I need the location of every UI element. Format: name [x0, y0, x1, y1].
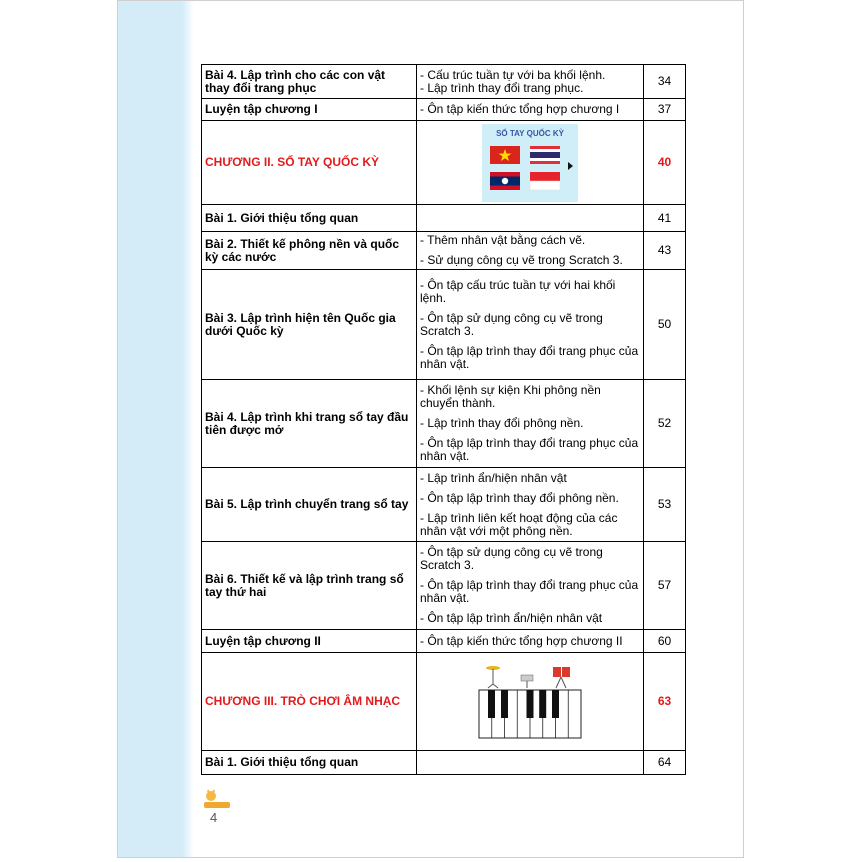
lesson-title: Bài 6. Thiết kế và lập trình trang sổ tay thứ hai	[202, 542, 417, 630]
lesson-content	[417, 380, 644, 468]
laos-flag-icon	[490, 172, 520, 190]
content-item: - Ôn tập lập trình thay đổi trang phục của nhân vật.	[420, 436, 639, 463]
side-strip-fade	[182, 1, 194, 857]
book-page	[117, 0, 744, 858]
lesson-content	[417, 270, 644, 380]
content-item: - Ôn tập cấu trúc tuần tự với hai khối lệnh.	[420, 277, 616, 305]
content-item: - Cấu trúc tuần tự với ba khối lệnh.	[420, 67, 606, 82]
chapter-image-cell	[417, 121, 644, 205]
content-item: - Lập trình ẩn/hiện nhân vật	[420, 470, 567, 485]
content-item: - Ôn tập kiến thức tổng hợp chương I	[417, 99, 644, 121]
lesson-title: Bài 4. Lập trình khi trang sổ tay đầu tiên được mở	[202, 380, 417, 468]
page-number: 4	[210, 810, 218, 825]
page-number-cell: 40	[644, 121, 686, 205]
content-item: - Thêm nhân vật bằng cách vẽ.	[420, 233, 586, 247]
bongo-drum-icon	[553, 667, 570, 688]
page-number-cell: 60	[644, 630, 686, 653]
lesson-title: Luyện tập chương II	[202, 630, 417, 653]
table-row	[202, 542, 686, 630]
content-item: - Ôn tập lập trình thay đổi trang phục của nhân vật.	[420, 578, 639, 605]
table-row	[202, 751, 686, 775]
lesson-title: Bài 2. Thiết kế phông nền và quốc kỳ các nước	[202, 232, 417, 270]
lesson-content	[417, 542, 644, 630]
page-number-cell: 34	[644, 65, 686, 99]
table-row	[202, 121, 686, 205]
page-number-cell: 50	[644, 270, 686, 380]
chapter-title: CHƯƠNG III. TRÒ CHƠI ÂM NHẠC	[202, 653, 417, 751]
content-item: - Sử dụng công cụ vẽ trong Scratch 3.	[420, 253, 623, 267]
content-item: - Ôn tập lập trình thay đổi phông nền.	[420, 490, 619, 505]
page-number-cell: 52	[644, 380, 686, 468]
chapter-image-cell	[417, 653, 644, 751]
page-number-cell: 57	[644, 542, 686, 630]
lesson-title: Bài 1. Giới thiệu tổng quan	[202, 205, 417, 232]
content-item: - Lập trình liên kết hoạt động của các nhân vật với một phông nền.	[420, 510, 618, 538]
content-item: - Lập trình thay đổi trang phục.	[420, 80, 584, 95]
piano-drums-image	[478, 664, 582, 740]
content-item: - Ôn tập sử dụng công cụ vẽ trong Scratch 3.	[420, 310, 603, 338]
lesson-title: Bài 4. Lập trình cho các con vật thay đổi trang phục	[202, 65, 417, 99]
table-row	[202, 468, 686, 542]
page-number-cell: 41	[644, 205, 686, 232]
lesson-title: Bài 5. Lập trình chuyển trang sổ tay	[202, 468, 417, 542]
indonesia-flag-icon	[530, 172, 560, 190]
lesson-content	[417, 751, 644, 775]
content-item: - Ôn tập lập trình thay đổi trang phục của nhân vật.	[420, 343, 639, 371]
cat-logo-icon	[202, 789, 232, 809]
lesson-content	[417, 65, 644, 99]
lesson-content	[417, 468, 644, 542]
page-number-cell: 53	[644, 468, 686, 542]
table-row	[202, 630, 686, 653]
chapter-title: CHƯƠNG II. SỔ TAY QUỐC KỲ	[202, 121, 417, 205]
content-item: - Lập trình thay đổi phông nền.	[420, 416, 584, 430]
page-number-cell: 43	[644, 232, 686, 270]
page-number-cell: 64	[644, 751, 686, 775]
content-item: - Ôn tập sử dụng công cụ vẽ trong Scratch 3.	[420, 545, 603, 572]
image-caption: SỔ TAY QUỐC KỲ	[496, 128, 564, 138]
cymbal-icon	[486, 666, 500, 688]
content-item: - Ôn tập kiến thức tổng hợp chương II	[417, 630, 644, 653]
lesson-title: Bài 1. Giới thiệu tổng quan	[202, 751, 417, 775]
table-row	[202, 232, 686, 270]
thailand-flag-icon	[530, 146, 560, 164]
lesson-title: Luyện tập chương I	[202, 99, 417, 121]
table-row	[202, 380, 686, 468]
lesson-title: Bài 3. Lập trình hiện tên Quốc gia dưới Quốc kỳ	[202, 270, 417, 380]
page-number-cell: 63	[644, 653, 686, 751]
page-number-cell: 37	[644, 99, 686, 121]
lesson-content	[417, 232, 644, 270]
content-item: - Khối lệnh sự kiện Khi phông nền chuyển thành.	[420, 383, 601, 410]
content-item: - Ôn tập lập trình ẩn/hiện nhân vật	[420, 611, 603, 625]
table-row	[202, 99, 686, 121]
table-of-contents	[201, 64, 686, 775]
table-row	[202, 270, 686, 380]
snare-drum-icon	[521, 675, 533, 688]
flag-notebook-image	[482, 124, 578, 202]
table-row	[202, 205, 686, 232]
side-strip	[118, 1, 182, 857]
table-row	[202, 653, 686, 751]
table-row	[202, 65, 686, 99]
lesson-content	[417, 205, 644, 232]
